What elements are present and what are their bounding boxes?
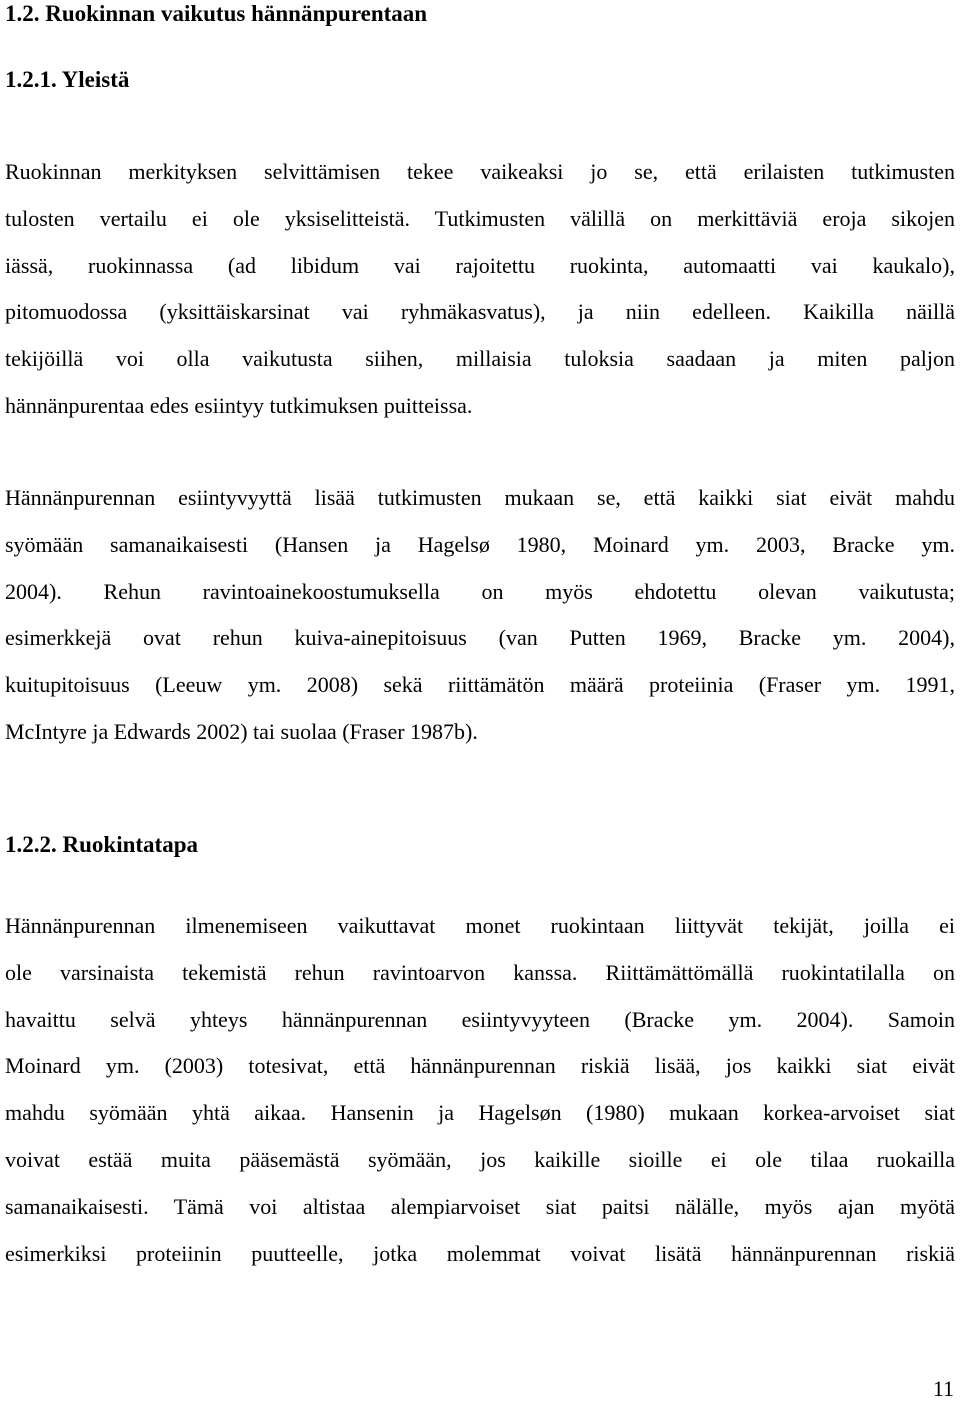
subsection-heading-feeding-method: 1.2.2. Ruokintatapa xyxy=(5,832,198,857)
page-number: 11 xyxy=(932,1376,954,1401)
subsection-heading-general: 1.2.1. Yleistä xyxy=(5,67,130,92)
text-line: 2004). Rehun ravintoainekoostumuksella on myös ehdotettu olevan vaikutusta; xyxy=(5,578,955,604)
paragraph-feeding-method xyxy=(5,903,955,1277)
text-line: mahdu syömään yhtä aikaa. Hansenin ja Hagelsøn (1980) mukaan korkea-arvoiset siat xyxy=(5,1100,955,1126)
text-line: esimerkkejä ovat rehun kuiva-ainepitoisuus (van Putten 1969, Bracke ym. 2004), xyxy=(5,625,955,651)
text-line: hännänpurentaa edes esiintyy tutkimuksen puitteissa. xyxy=(5,392,473,418)
text-line: tulosten vertailu ei ole yksiselitteistä. Tutkimusten välillä on merkittäviä eroja sikojen xyxy=(5,205,955,231)
paragraph-feeding-factors xyxy=(5,475,955,756)
text-line: Hännänpurennan ilmenemiseen vaikuttavat monet ruokintaan liittyvät tekijät, joilla ei xyxy=(5,913,955,938)
text-line: iässä, ruokinnassa (ad libidum vai rajoitettu ruokinta, automaatti vai kaukalo), xyxy=(5,252,955,278)
text-line: Moinard ym. (2003) totesivat, että hännänpurennan riskiä lisää, jos kaikki siat eivät xyxy=(5,1053,955,1079)
text-line: ole varsinaista tekemistä rehun ravintoarvon kanssa. Riittämättömällä ruokintatilalla on xyxy=(5,959,955,985)
text-line: samanaikaisesti. Tämä voi altistaa alempiarvoiset siat paitsi nälälle, myös ajan myötä xyxy=(5,1193,955,1219)
text-line: esimerkiksi proteiinin puutteelle, jotka molemmat voivat lisätä hännänpurennan riskiä xyxy=(5,1240,955,1266)
text-line: McIntyre ja Edwards 2002) tai suolaa (Fraser 1987b). xyxy=(5,718,478,744)
text-line: voivat estää muita pääsemästä syömään, jos kaikille sioille ei ole tilaa ruokailla xyxy=(5,1146,955,1172)
text-line: havaittu selvä yhteys hännänpurennan esiintyvyyteen (Bracke ym. 2004). Samoin xyxy=(5,1006,955,1032)
text-line: kuitupitoisuus (Leeuw ym. 2008) sekä riittämätön määrä proteiinia (Fraser ym. 1991, xyxy=(5,672,955,698)
text-line: Hännänpurennan esiintyvyyttä lisää tutkimusten mukaan se, että kaikki siat eivät mahdu xyxy=(5,485,955,510)
section-heading: 1.2. Ruokinnan vaikutus hännänpurentaan xyxy=(5,1,428,26)
text-line: pitomuodossa (yksittäiskarsinat vai ryhmäkasvatus), ja niin edelleen. Kaikilla näillä xyxy=(5,299,955,325)
text-line: tekijöillä voi olla vaikutusta siihen, millaisia tuloksia saadaan ja miten paljon xyxy=(5,346,955,372)
text-line: syömään samanaikaisesti (Hansen ja Hagelsø 1980, Moinard ym. 2003, Bracke ym. xyxy=(5,531,955,557)
text-line: Ruokinnan merkityksen selvittämisen tekee vaikeaksi jo se, että erilaisten tutkimusten xyxy=(5,159,955,184)
paragraph-general-intro xyxy=(5,149,955,430)
